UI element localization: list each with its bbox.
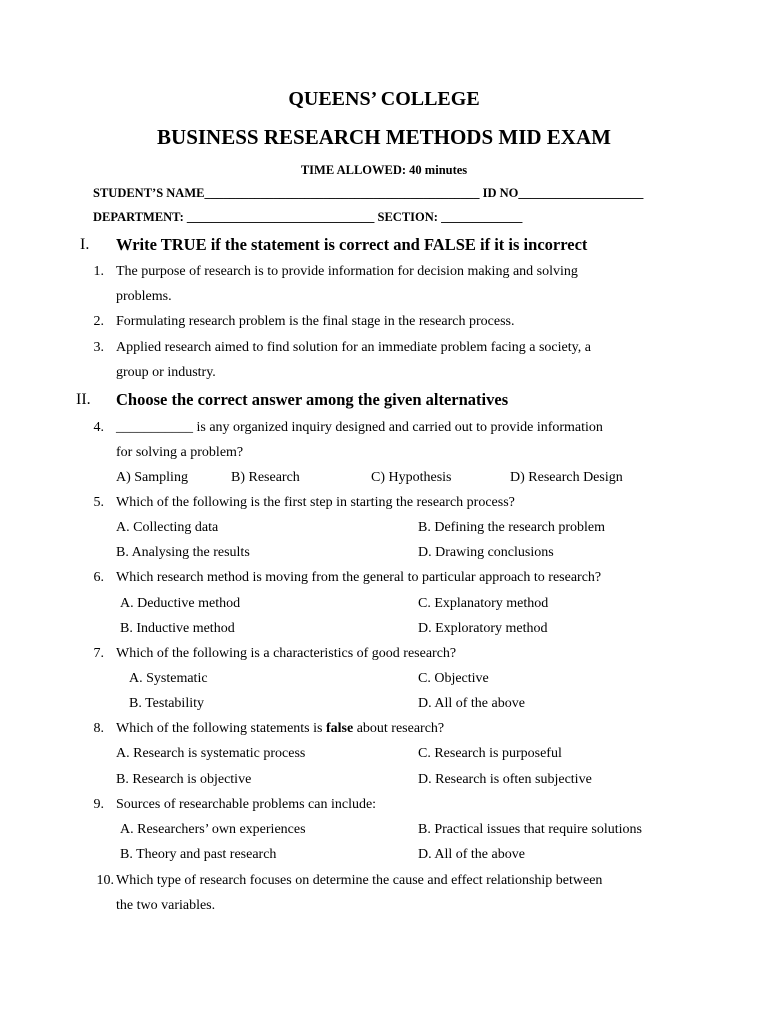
answer-option: C. Objective	[418, 671, 489, 686]
question-number: 1.	[93, 264, 104, 279]
question-number: 2.	[93, 314, 104, 329]
question-text: Formulating research problem is the final stage in the research process.	[116, 314, 515, 329]
question-text: ___________ is any organized inquiry designed and carried out to provide information	[116, 420, 603, 435]
section-1-number: I.	[80, 236, 90, 253]
answer-option: C) Hypothesis	[371, 470, 452, 485]
answer-option: D. All of the above	[418, 696, 525, 711]
question-number: 5.	[93, 495, 104, 510]
student-name-field: STUDENT’S NAME____________________________________________ ID NO____________________	[93, 186, 644, 200]
answer-option: C. Research is purposeful	[418, 746, 562, 761]
college-name: QUEENS’ COLLEGE	[288, 88, 480, 110]
time-allowed: TIME ALLOWED: 40 minutes	[300, 163, 468, 177]
answer-option: B) Research	[231, 470, 300, 485]
question-text: Which type of research focuses on determine the cause and effect relationship between	[116, 873, 603, 888]
answer-option: C. Explanatory method	[418, 596, 549, 611]
question-text: The purpose of research is to provide information for decision making and solving	[116, 264, 578, 279]
section-2-heading: Choose the correct answer among the given alternatives	[116, 390, 509, 409]
question-text: Which of the following is a characteristics of good research?	[116, 646, 457, 661]
question-text	[116, 721, 444, 737]
answer-option: A. Deductive method	[120, 596, 241, 611]
answer-option: B. Testability	[129, 696, 204, 711]
answer-option: D. Exploratory method	[418, 621, 548, 636]
answer-option: A) Sampling	[116, 470, 188, 485]
question-number: 9.	[93, 797, 104, 812]
answer-option: B. Research is objective	[116, 772, 252, 787]
question-text: problems.	[116, 289, 172, 304]
section-2-number: II.	[76, 391, 91, 408]
answer-option: B. Analysing the results	[116, 545, 250, 560]
question-text: group or industry.	[116, 365, 216, 380]
question-number: 8.	[93, 721, 104, 736]
question-text: Which research method is moving from the general to particular approach to research?	[116, 570, 602, 585]
question-text: Sources of researchable problems can include:	[116, 797, 377, 812]
question-number: 10.	[96, 873, 114, 888]
department-field: DEPARTMENT: ______________________________ SECTION: _____________	[93, 210, 523, 224]
question-number: 4.	[93, 420, 104, 435]
question-text-end: about research?	[353, 721, 445, 736]
answer-option: D. Research is often subjective	[418, 772, 592, 787]
answer-option: A. Researchers’ own experiences	[120, 822, 306, 837]
answer-option: B. Inductive method	[120, 621, 235, 636]
question-number: 6.	[93, 570, 104, 585]
question-number: 7.	[93, 646, 104, 661]
question-text: for solving a problem?	[116, 445, 244, 460]
question-number: 3.	[93, 340, 104, 355]
answer-option: D. All of the above	[418, 847, 525, 862]
question-text: the two variables.	[116, 898, 216, 913]
answer-option: D) Research Design	[510, 470, 623, 485]
section-1-heading: Write TRUE if the statement is correct and FALSE if it is incorrect	[116, 235, 588, 254]
exam-title: BUSINESS RESEARCH METHODS MID EXAM	[157, 125, 611, 149]
answer-option: D. Drawing conclusions	[418, 545, 554, 560]
answer-option: A. Systematic	[129, 671, 208, 686]
answer-option: B. Defining the research problem	[418, 520, 605, 535]
answer-option: A. Collecting data	[116, 520, 219, 535]
question-text: Applied research aimed to find solution for an immediate problem facing a society, a	[116, 340, 591, 355]
question-text-start: Which of the following statements is	[116, 721, 326, 736]
answer-option: B. Practical issues that require solutions	[418, 822, 642, 837]
answer-option: A. Research is systematic process	[116, 746, 306, 761]
answer-option: B. Theory and past research	[120, 847, 277, 862]
question-text: Which of the following is the first step in starting the research process?	[116, 495, 515, 510]
emphasis-false: false	[325, 721, 354, 736]
